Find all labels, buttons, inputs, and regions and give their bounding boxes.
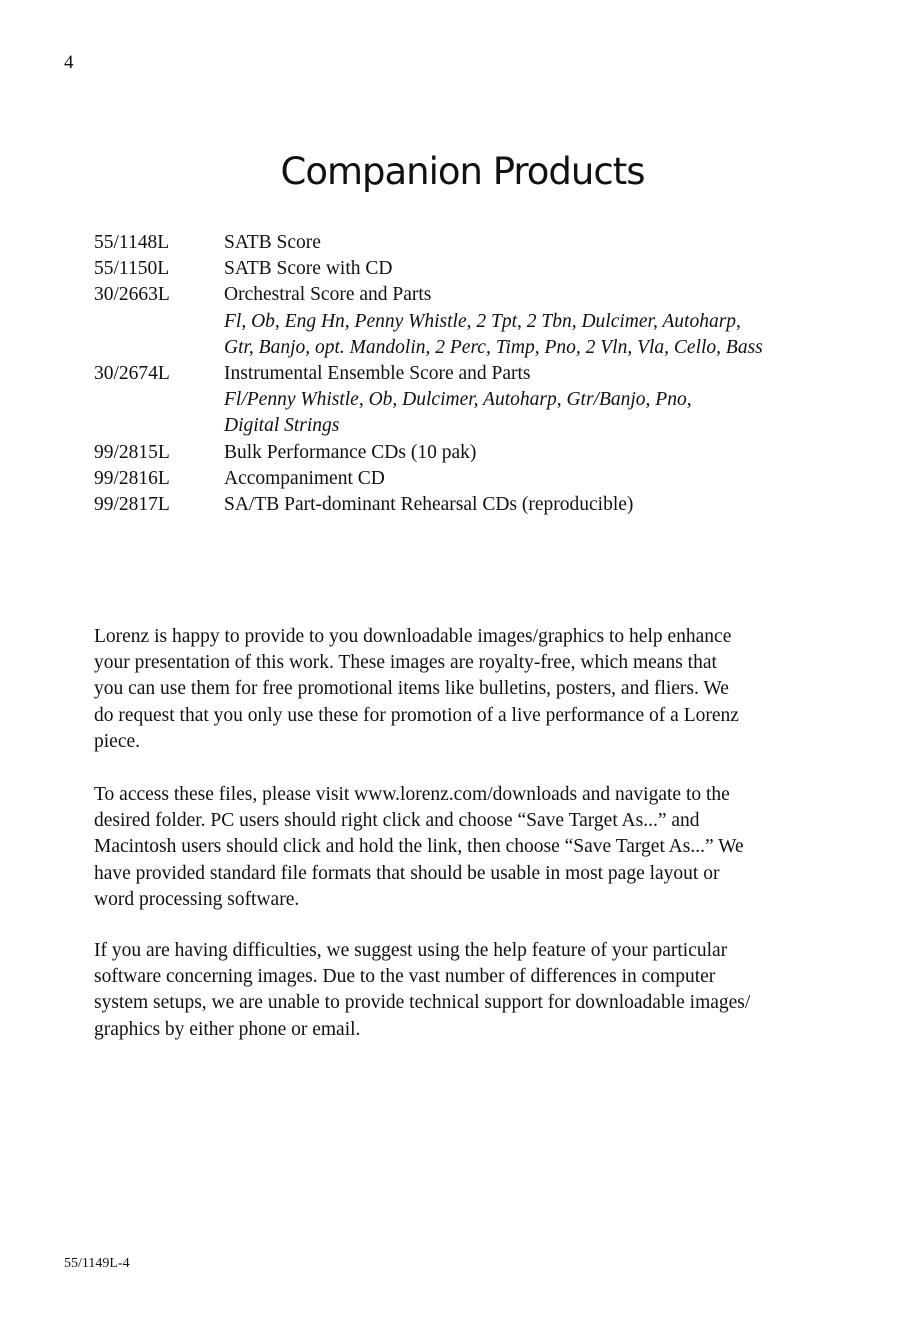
product-description: SATB Score with CD [224, 258, 393, 280]
product-instrumentation-line [94, 309, 854, 335]
product-instrumentation: Fl, Ob, Eng Hn, Penny Whistle, 2 Tpt, 2 Tbn, Dulcimer, Autoharp, [224, 310, 741, 332]
product-item [94, 361, 854, 440]
product-line [94, 440, 854, 466]
product-instrumentation-line [94, 413, 854, 439]
product-instrumentation: Fl/Penny Whistle, Ob, Dulcimer, Autoharp, Gtr/Banjo, Pno, [224, 389, 692, 411]
product-description: Bulk Performance CDs (10 pak) [224, 441, 477, 463]
paragraph-line: graphics by either phone or email. [94, 1018, 361, 1040]
paragraph-line: have provided standard file formats that should be usable in most page layout or [94, 862, 720, 884]
body-paragraph [94, 624, 834, 755]
page-title: Companion Products [280, 150, 645, 193]
product-code: 55/1148L [94, 232, 170, 253]
product-description: Accompaniment CD [224, 467, 385, 489]
product-code: 99/2815L [94, 441, 170, 463]
product-description: SA/TB Part-dominant Rehearsal CDs (reproducible) [224, 493, 634, 515]
product-description: Instrumental Ensemble Score and Parts [224, 362, 531, 384]
product-item [94, 230, 854, 256]
paragraph-line: do request that you only use these for promotion of a live performance of a Lorenz [94, 704, 739, 726]
footer-catalog-code: 55/1149L-4 [64, 1256, 130, 1271]
product-item [94, 440, 854, 466]
paragraph-line: Lorenz is happy to provide to you downloadable images/graphics to help enhance [94, 626, 732, 647]
product-code: 30/2674L [94, 362, 170, 384]
body-paragraph [94, 782, 834, 913]
paragraph-line: piece. [94, 730, 141, 752]
product-description: SATB Score [224, 232, 321, 253]
body-paragraph [94, 938, 834, 1043]
paragraph-line: If you are having difficulties, we suggest using the help feature of your particular [94, 940, 728, 961]
product-item [94, 492, 854, 518]
product-item [94, 256, 854, 282]
product-instrumentation-line [94, 387, 854, 413]
product-code: 30/2663L [94, 284, 170, 306]
product-description: Orchestral Score and Parts [224, 284, 432, 306]
product-instrumentation-line [94, 335, 854, 361]
paragraph-line: system setups, we are unable to provide technical support for downloadable images/ [94, 992, 751, 1014]
paragraph-line: software concerning images. Due to the vast number of differences in computer [94, 966, 716, 988]
product-item [94, 282, 854, 361]
paragraph-line: word processing software. [94, 888, 300, 910]
product-code: 99/2816L [94, 467, 170, 489]
product-line [94, 492, 854, 518]
product-line [94, 282, 854, 308]
companion-products-list [94, 230, 854, 518]
product-line [94, 256, 854, 282]
product-item [94, 466, 854, 492]
product-line [94, 361, 854, 387]
product-code: 99/2817L [94, 493, 170, 515]
paragraph-line: desired folder. PC users should right click and choose “Save Target As...” and [94, 810, 700, 832]
page-number: 4 [64, 52, 74, 73]
paragraph-line: your presentation of this work. These images are royalty-free, which means that [94, 652, 717, 674]
paragraph-line: Macintosh users should click and hold the link, then choose “Save Target As...” We [94, 836, 744, 858]
product-line [94, 466, 854, 492]
product-instrumentation: Gtr, Banjo, opt. Mandolin, 2 Perc, Timp, Pno, 2 Vln, Vla, Cello, Bass [224, 336, 763, 358]
product-line [94, 230, 854, 256]
product-code: 55/1150L [94, 258, 170, 280]
paragraph-line: To access these files, please visit www.lorenz.com/downloads and navigate to the [94, 784, 730, 805]
product-instrumentation: Digital Strings [224, 415, 340, 437]
paragraph-line: you can use them for free promotional items like bulletins, posters, and fliers. We [94, 678, 729, 700]
